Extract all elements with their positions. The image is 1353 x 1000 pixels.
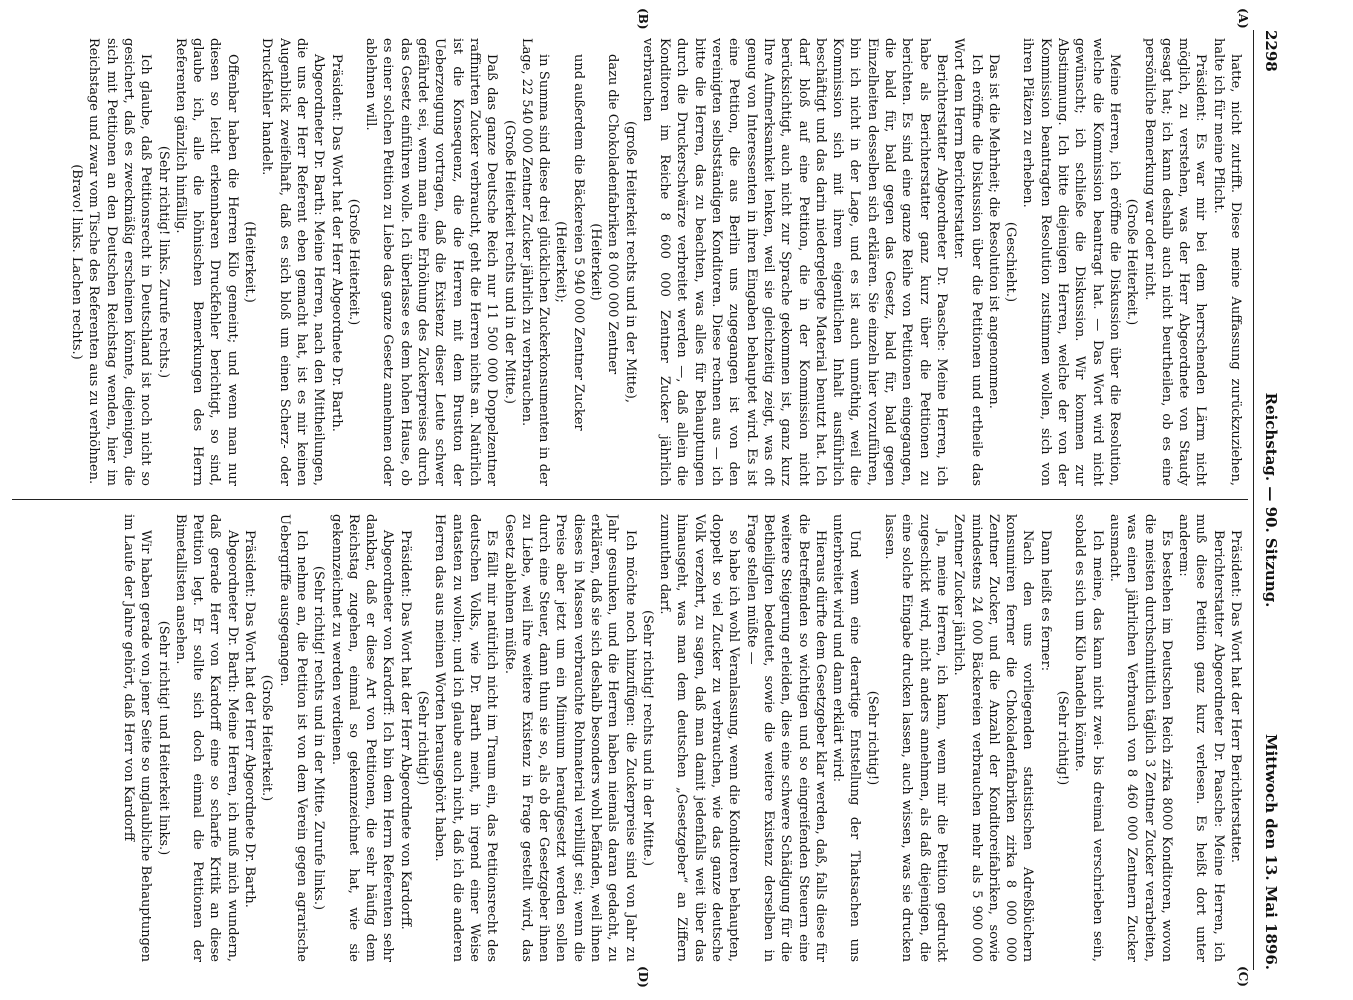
left-column bbox=[8, 38, 1244, 486]
paragraph: Das ist die Mehrheit; die Resolution ist angenommen. bbox=[985, 54, 1001, 409]
session-title: Reichstag. — 90. Sitzung. bbox=[1262, 392, 1280, 608]
paragraph: Präsident: Es war mir bei dem herrschenden Lärm nicht möglich, zu verstehen, was der Herr Abgeordnete von Staudy gesagt hat; ich kann deshalb auch nicht beurtheilen, ob es eine persönliche Bemerkung war oder nicht. bbox=[1141, 38, 1209, 486]
paragraph: Abgeordneter Dr. Barth: Meine Herren, nach den Mittheilungen, die uns der Herr Referent eben gemacht hat, ist es mir keinen Augenblick zweifelhaft, daß es sich bloß um einen Scherz- oder Druckfehler handelt. bbox=[259, 38, 327, 486]
interjection: (Bravo! links. Lachen rechts.) bbox=[69, 164, 85, 360]
paragraph: Nach den uns vorliegenden statistischen Adreßbüchern konsumiren ferner die Chokoladenfabriken zirka 8 000 000 Zentner Zucker, und die Anzahl der Konditoreifabriken, sowie mindestens 24 000 Bäckereien verbrauchen mehr als 5 900 000 Zentner Zucker jährlich. bbox=[951, 514, 1036, 962]
paragraph: Offenbar haben die Herren Kilo gemeint; und wenn man nur diesen so leicht erkennbaren Druckfehler berichtigt, so sind, glaube ich, alle die höhnischen Bemerkungen des Herrn Referenten gänzlich hinfällig. bbox=[172, 38, 240, 486]
page-number: 2298 bbox=[1262, 30, 1280, 72]
paragraph: Es fällt mir natürlich nicht im Traum ein, das Petitionsrecht des deutschen Volks, wie Dr. Barth meint, in irgend einer Weise antasten zu wollen; und ich glaube auch nicht, daß ich die anderen Herren das aus meinen Worten herausgehört haben. bbox=[432, 514, 500, 962]
interjection: (Große Heiterkeit rechts und in der Mitte.) bbox=[501, 119, 517, 405]
interjection: (Heiterkeit.) bbox=[242, 221, 258, 303]
right-column bbox=[8, 514, 1244, 962]
paragraph: Ich möchte noch hinzufügen: die Zuckerpreise sind von Jahr zu Jahr gesunken, und die Herren haben niemals daran gedacht, zu erklären, daß sie sich deshalb besonders wohl befänden, weil ihnen dieses in Massen verbrauchte Rohmaterial verbilligt sei; wenn die Preise aber jetzt um ein Minimum heraufgesetzt werden sollen durch eine Steuer, dann thun sie so, als ob der Gesetzgeber ihnen zu Liebe, weil ihre weitere Existenz in Frage gestellt wird, das Gesetz ablehnen müßte. bbox=[501, 514, 638, 962]
header-rule bbox=[1253, 30, 1254, 970]
paragraph: hatte, nicht zutrifft. Diese meine Auffassung zurückzuziehen, halte ich für meine Pflicht. bbox=[1210, 38, 1243, 486]
interjection: (Große Heiterkeit.) bbox=[1124, 198, 1140, 326]
interjection: (große Heiterkeit rechts und in der Mitte), bbox=[622, 121, 638, 403]
paragraph: Präsident: Das Wort hat der Herr Abgeordnete von Kardorff. bbox=[397, 530, 413, 930]
interjection: (Große Heiterkeit.) bbox=[259, 674, 275, 802]
interjection: (Sehr richtig! rechts und in der Mitte. Zurufe links.) bbox=[311, 565, 327, 911]
paragraph: und außerdem die Bäckereien 5 940 000 Zentner Zucker bbox=[570, 54, 586, 431]
paragraph: Wir haben gerade von jener Seite so unglaubliche Behauptungen im Laufe der Jahre gehört, daß Herr von Kardorff bbox=[121, 514, 154, 962]
paragraph: Präsident: Das Wort hat der Herr Berichterstatter. bbox=[1228, 530, 1243, 864]
paragraph: in Summa sind diese drei glücklichen Zuckerkonsumenten in der Lage, 22 540 000 Zentner Zucker jährlich zu verbrauchen. bbox=[518, 38, 552, 486]
marker-b: (B) bbox=[636, 8, 650, 30]
session-date: Mittwoch den 13. Mai 1896. bbox=[1262, 733, 1280, 970]
interjection: (Sehr richtig!) bbox=[1055, 690, 1071, 786]
paragraph: Abgeordneter Dr. Barth: Meine Herren, ich muß mich wundern, daß gerade Herr von Kardorff eine so scharfe Kritik an diese Petition legt. Er sollte sich doch einmal die Petitionen der Bimetallisten ansehen. bbox=[172, 514, 240, 962]
interjection: (Sehr richtig!) bbox=[864, 690, 880, 786]
paragraph: Berichterstatter Abgeordneter Dr. Paasche: Meine Herren, ich muß diese Petition ganz kurz verlesen. Es heißt dort unter anderem: bbox=[1176, 514, 1226, 962]
paragraph: Meine Herren, ich eröffne die Diskussion über die Resolution, welche die Kommission beantragt hat. — Das Wort wird nicht gewünscht; ich schließe die Diskussion. Wir kommen zur Abstimmung. Ich bitte diejenigen Herren, welche der von der Kommission beantragten Resolution zustimmen wollen, sich von ihren Plätzen zu erheben. bbox=[1020, 38, 1122, 486]
interjection: (Heiterkeit) bbox=[588, 223, 604, 301]
paragraph: Und wenn eine derartige Entstellung der Thatsachen uns unterbreitet wird und dann erklärt wird: bbox=[830, 514, 863, 962]
interjection: (Heiterkeit); bbox=[553, 221, 569, 303]
paragraph: so habe ich wohl Veranlassung, wenn die Konditoren behaupten, doppelt so viel Zucker zu verbrauchen, wie das ganze deutsche Volk verzehrt, zu sagen, daß man damit jedenfalls weit über das hinausgeht, was man dem deutschen „Gesetzgeber“ an Ziffern zumuthen darf. bbox=[657, 514, 742, 962]
paragraph: Ich eröffne die Diskussion über die Petitionen und ertheile das Wort dem Herrn Berichterstatter. bbox=[951, 38, 984, 486]
interjection: (Sehr richtig! links. Zurufe rechts.) bbox=[155, 145, 171, 379]
paragraph: Ich meine, das kann nicht zwei- bis dreimal verschrieben sein, sobald es sich um Kilo handeln könnte. bbox=[1072, 514, 1105, 962]
paragraph: Daß das ganze Deutsche Reich nur 11 500 000 Doppelzentner raffinirten Zucker verbraucht, geht die Herren nichts an. Natürlich ist die Konsequenz, die die Herren mit dem Brustton der Ueberzeugung vortragen, daß die Existenz dieser Leute schwer gefährdet sei, wenn man eine Erhöhung des Zuckerpreises durch das Gesetz einführen wolle. Ich überlasse es dem hohen Hause, ob es einer solchen Petition zu Liebe das ganze Gesetz annehmen oder ablehnen will. bbox=[363, 38, 500, 486]
marker-a: (A) bbox=[1236, 8, 1250, 29]
paragraph: Hieraus dürfte dem Gesetzgeber klar werden, daß, falls diese für die Betreffenden so wichtigen und so eingreifenden Steuern eine weitere Steigerung erleiden, dies eine schwere Schädigung für die Betheiligten bedeutet, sowie die weitere Existenz derselben in Frage stellen müßte — bbox=[743, 514, 828, 962]
column-divider bbox=[12, 499, 1248, 500]
paragraph: Präsident: Das Wort hat der Herr Abgeordnete Dr. Barth. bbox=[328, 54, 344, 432]
paragraph: dazu die Chokoladenfabriken 8 000 000 Zentner bbox=[605, 54, 621, 375]
paragraph: Abgeordneter von Kardorff: Ich bin dem Herrn Referenten sehr dankbar, daß er diese Art von Petitionen, die sehr häufig dem Reichstag zugehen, einmal so gekennzeichnet hat, wie sie gekennzeichnet zu werden verdienen. bbox=[328, 514, 396, 962]
interjection: (Sehr richtig! und Heiterkeit links.) bbox=[155, 620, 171, 856]
paragraph: Dann heißt es ferner: bbox=[1037, 530, 1053, 672]
page-header bbox=[1256, 30, 1280, 970]
paragraph: Ja, meine Herren, ich kann, wenn mir die Petition gedruckt zugeschickt wird, nicht anders annehmen, als daß diejenigen, die eine solche Eingabe drucken lassen, auch wissen, was sie drucken lassen. bbox=[882, 514, 949, 962]
marker-d: (D) bbox=[636, 966, 650, 988]
interjection: (Geschieht.) bbox=[1003, 221, 1019, 303]
marker-c: (C) bbox=[1236, 966, 1250, 987]
paragraph: Ich nehme an, die Petition ist von dem Verein gegen agrarische Uebergriffe ausgegangen. bbox=[276, 514, 309, 962]
interjection: (Sehr richtig! rechts und in der Mitte.) bbox=[639, 609, 655, 867]
interjection: (Große Heiterkeit.) bbox=[345, 198, 361, 326]
interjection: (Sehr richtig!) bbox=[415, 690, 431, 786]
paragraph: Präsident: Das Wort hat der Herr Abgeordnete Dr. Barth. bbox=[242, 530, 258, 908]
paragraph: Berichterstatter Abgeordneter Dr. Paasche: Meine Herren, ich habe als Berichterstatter ganz kurz über die Petitionen zu berichten. Es sind eine ganze Reihe von Petitionen eingegangen, die bald für, bald gegen das Gesetz, bald für, bald gegen Einzelheiten desselben sich erklären. Sie einzeln hier vorzuführen, bin ich nicht in der Lage, und es ist auch unnöthig, weil die Kommission sich mit ihrem eigentlichen Inhalt ausführlich beschäftigt und das darin niedergelegte Material benutzt hat. Ich darf bloß auf eine Petition, die in der Kommission nicht berücksichtigt, auch nicht zur Sprache gekommen ist, ganz kurz Ihre Aufmerksamkeit lenken, weil sie gleichzeitig zeigt, was oft genug von Interessenten in ihren Eingaben behauptet wird. Es ist eine Petition, die aus Berlin uns zugegangen ist von den vereinigten selbstständigen Konditoren. Diese rechnen aus — ich bitte die Herren, das zu beachten, was alles für Behauptungen durch die Druckerschwärze verbreitet werden —, daß allein die Konditoren im Reiche 8 600 000 Zentner Zucker jährlich verbrauchen bbox=[639, 38, 949, 486]
paragraph: Es bestehen im Deutschen Reich zirka 8000 Konditoren, wovon die meisten durchschnittlich täglich 3 Zentner Zucker verarbeiten, was einen jährlichen Verbrauch von 8 460 000 Zentnern Zucker ausmacht. bbox=[1106, 514, 1174, 962]
paragraph: Ich glaube, daß Petitionsrecht in Deutschland ist noch nicht so gesichert, daß es zweckmäßig erscheinen könnte, diejenigen, die sich mit Petitionen an den Deutschen Reichstag wenden, hier im Reichstage und zwar vom Tische des Referenten aus zu verhöhnen. bbox=[86, 38, 154, 486]
